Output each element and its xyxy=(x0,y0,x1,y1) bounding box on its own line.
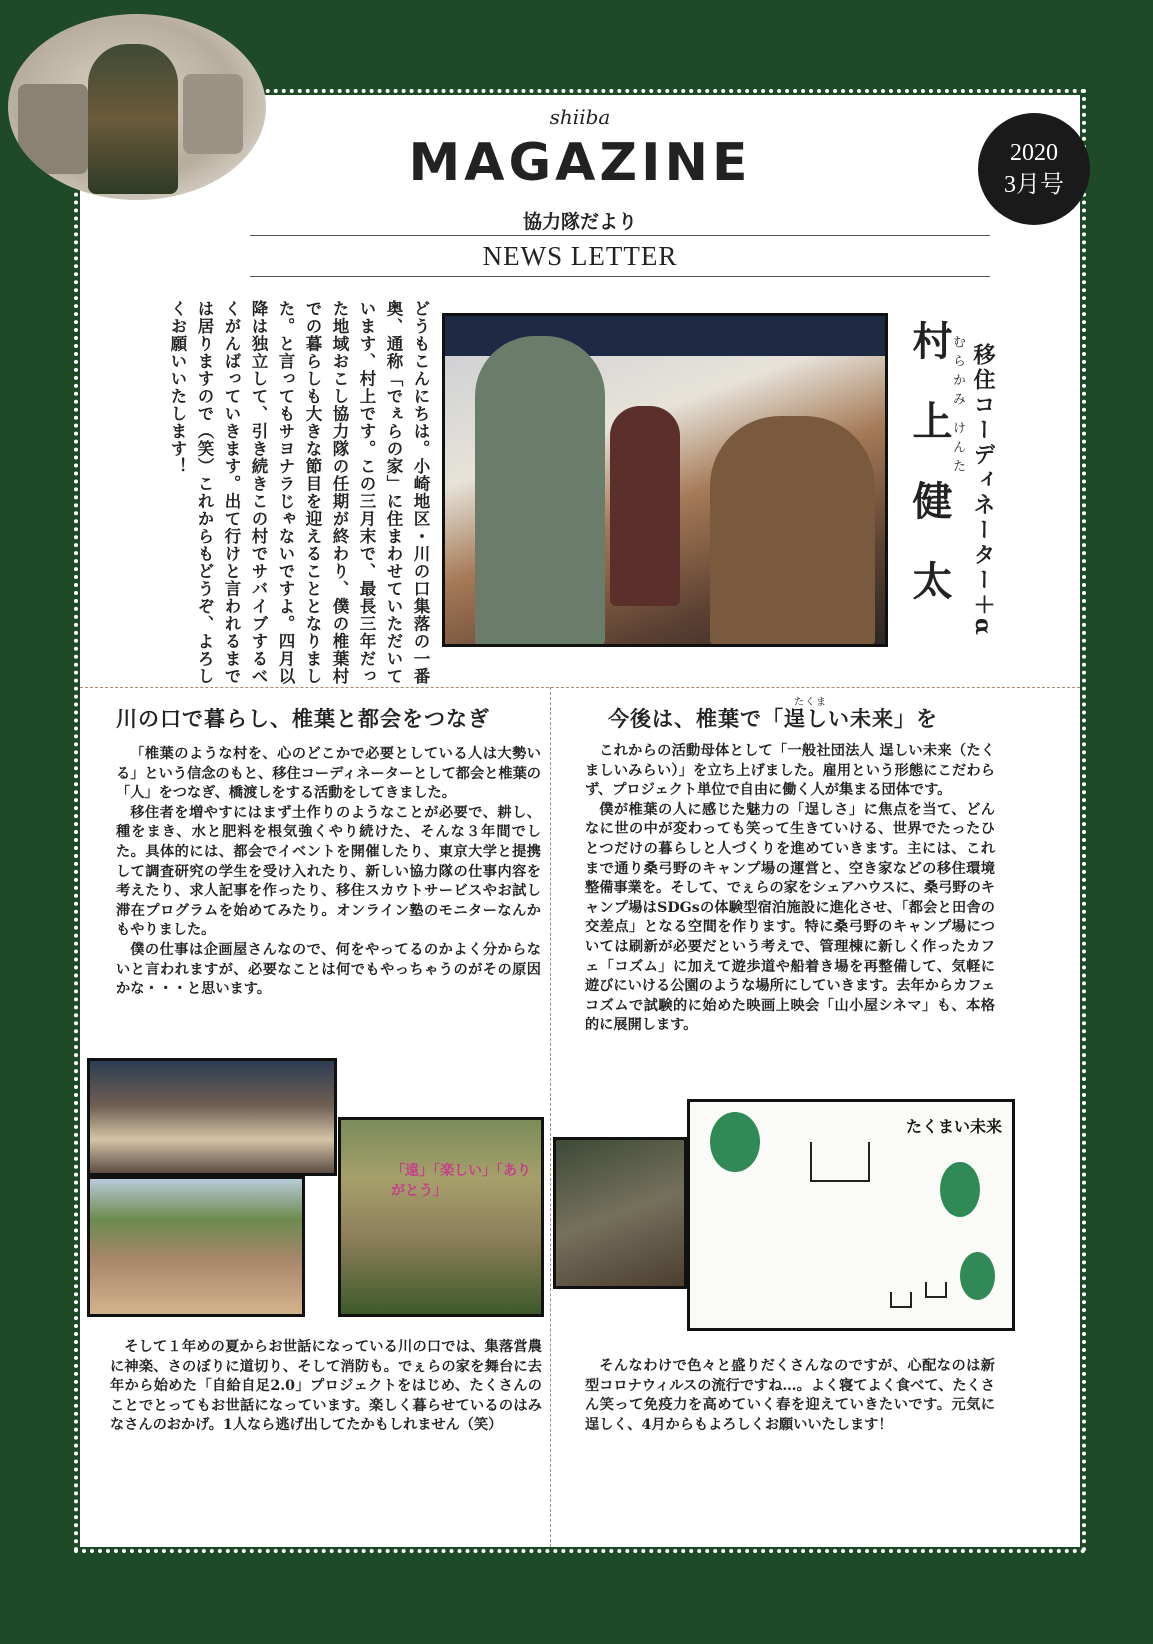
left-closing-paragraph: そして１年めの夏からお世話になっている川の口では、集落営農に神楽、さのぼりに道切り、そして消防も。でぇらの家を舞台に去年から始めた「自給自足2.0」プロジェクトをはじめ、たくさんのことでとってもお世話になっています。楽しく暮らせているのはみなさんのおかげ。1人なら逃げ出してたかもしれません（笑） xyxy=(110,1339,542,1434)
map-title: たくまい未来 xyxy=(905,1117,1002,1136)
armored-person xyxy=(88,44,178,194)
valley-landscape-photo xyxy=(87,1176,305,1317)
tree-icon xyxy=(940,1162,980,1217)
right-closing-paragraph: そんなわけで色々と盛りだくさんなのですが、心配なのは新型コロナウィルスの流行ですね…。よく寝てよく食べて、たくさん笑って免疫力を高めていく春を迎えていきたいです。元気に逞しく、4月からもよろしくお願いいたします！ xyxy=(585,1358,995,1433)
left-paragraph: 「椎葉のような村を、心のどこかで必要としている人は大勢いる」という信念のもと、移住コーディネーターとして都会と椎葉の「人」をつなぎ、橋渡しをする活動をしてきました。 xyxy=(116,746,541,802)
header-rule-bottom xyxy=(250,276,990,277)
profile-name: 村上健太 xyxy=(906,320,953,640)
profile-name-ruby: むらかみ けんた xyxy=(950,335,965,479)
right-heading-em: 逞しい未来 xyxy=(784,706,894,731)
left-body xyxy=(116,745,541,1000)
illustrated-map xyxy=(687,1099,1015,1331)
wood-splitting-photo xyxy=(553,1137,687,1289)
profile-role: 移住コーディネーター＋α xyxy=(970,343,996,638)
left-heading: 川の口で暮らし、椎葉と都会をつなぎ xyxy=(116,706,490,731)
right-paragraph: 僕が椎葉の人に感じた魅力の「逞しさ」に焦点を当て、どんなに世の中が変わっても笑って生きていける、世界でたったひとつだけの暮らしと人づくりを進めていきます。主には、これまで通り桑弓野のキャンプ場の運営と、空き家などの移住環境整備事業を。そして、でぇらの家をシェアハウスに、桑弓野のキャンプ場はSDGsの体験型宿泊施設に進化させ、「都会と田舎の交差点」となる空間を作ります。特に桑弓野のキャンプ場については刷新が必要だという考えで、管理棟に新しく作ったカフェ「コズム」に加えて遊歩道や船着き場を再整備して、気軽に遊びにいける公園のような場所にしていきます。去年からカフェコズムで試験的に始めた映画上映会「山小屋シネマ」も、本格的に展開します。 xyxy=(585,801,995,1034)
issue-badge xyxy=(978,113,1090,225)
right-heading-pre: 今後は、椎葉で「 xyxy=(608,706,784,731)
right-closing xyxy=(585,1357,995,1435)
background-people xyxy=(18,84,88,174)
right-paragraph: これからの活動母体として「一般社団法人 逞しい未来（たくましいみらい）」を立ち上げました。雇用という形態にこだわらず、プロジェクト単位で自由に働く人が集まる団体です。 xyxy=(585,743,995,799)
person-middle xyxy=(610,406,680,606)
right-heading xyxy=(608,697,938,733)
right-body xyxy=(585,742,995,1036)
magazine-subtitle: 協力隊だより xyxy=(522,211,637,233)
group-event-photo xyxy=(87,1058,337,1176)
tree-icon xyxy=(960,1252,995,1300)
person-selfie xyxy=(710,416,875,646)
right-heading-ruby: たくま xyxy=(794,697,827,708)
brand-script: shiiba xyxy=(549,105,611,129)
left-closing xyxy=(110,1338,542,1436)
section-title: NEWS LETTER xyxy=(482,241,678,271)
magazine-title: MAGAZINE xyxy=(408,133,752,193)
column-divider xyxy=(550,687,551,1547)
issue-year: 2020 xyxy=(1010,140,1058,166)
farm-villagers-photo xyxy=(338,1117,544,1317)
photo-annotation: 「遠」「楽しい」「ありがとう」 xyxy=(391,1163,531,1199)
tree-icon xyxy=(710,1112,760,1172)
left-paragraph: 僕の仕事は企画屋さんなので、何をやってるのかよく分からないと言われますが、必要なことは何でもやっちゃうのがその原因かな・・・と思います。 xyxy=(116,941,541,998)
house-icon xyxy=(890,1292,912,1308)
section-divider xyxy=(80,687,1080,688)
newsletter-page xyxy=(80,95,1080,1547)
intro-text: どうもこんにちは。小崎地区・川の口集落の一番奥、通称「でぇらの家」に住まわせていただいています、村上です。この三月末で、最長三年だった地域おこし協力隊の任期が終わり、僕の椎葉村での暮らしも大きな節目を迎えることとなりました。と言ってもサヨナラじゃないですよ。四月以降は独立して、引き続きこの村でサバイブするべくがんばっていきます。出て行けと言われるまでは居りますので（笑）これからもどうぞ、よろしくお願いいたします！ xyxy=(168,300,430,685)
background-crowd xyxy=(183,74,243,154)
left-paragraph: 移住者を増やすにはまず土作りのようなことが必要で、耕し、種をまき、水と肥料を根気強くやり続けた、そんな３年間でした。具体的には、都会でイベントを開催したり、東京大学と提携して調査研究の学生を受け入れたり、新しい協力隊の仕事内容を考えたり、求人記事を作ったり、移住スカウトサービスやお試し滞在プログラムを始めてみたり。オンライン塾のモニターなんかもやりました。 xyxy=(116,804,541,939)
header-rule-top xyxy=(250,235,990,236)
house-icon xyxy=(810,1142,870,1182)
person-glasses xyxy=(475,336,605,646)
house-icon xyxy=(925,1282,947,1298)
samurai-armor-photo xyxy=(8,14,266,200)
airport-group-photo xyxy=(442,313,888,647)
right-heading-post: 」を xyxy=(894,706,938,731)
right-heading-em-wrap xyxy=(784,697,894,731)
issue-month: 3月号 xyxy=(1004,172,1064,198)
